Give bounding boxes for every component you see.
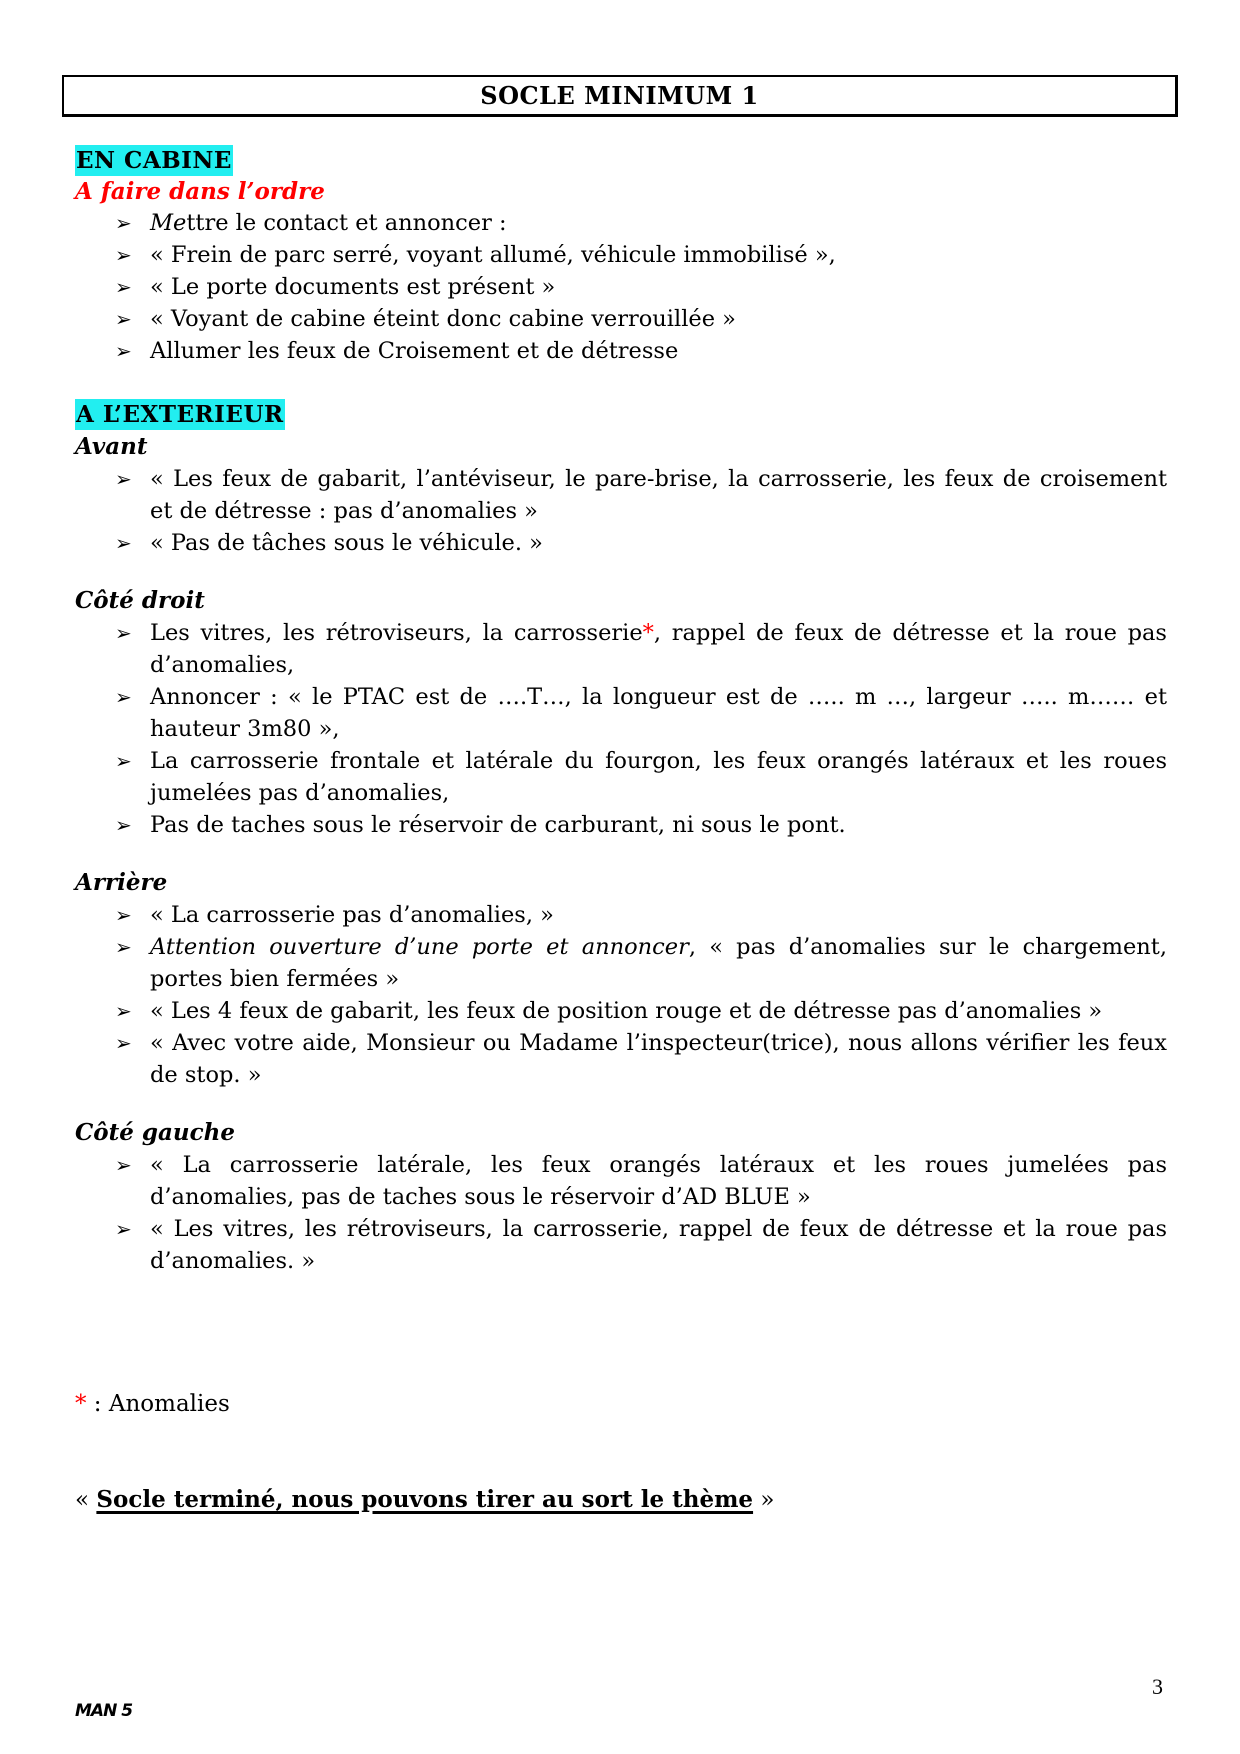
- footer-brand-logo: MAN 5: [75, 1701, 133, 1721]
- arrow-bullet-icon: ➢: [115, 1153, 132, 1177]
- arrow-bullet-icon: ➢: [115, 813, 132, 837]
- subheading-cote-droit: Côté droit: [75, 587, 205, 614]
- item-text: , « pas d’anomalies sur le chargement, portes bien fermées »: [150, 934, 1167, 992]
- arrow-bullet-icon: ➢: [115, 1217, 132, 1241]
- item-italic-prefix: Me: [150, 210, 187, 236]
- section-heading-exterieur: A L’EXTERIEUR: [76, 401, 284, 428]
- item-text-continued: , rappel de feux de détresse et la roue pas d’anomalies,: [150, 620, 1167, 678]
- avant-checklist: [75, 463, 1167, 559]
- arriere-checklist: [75, 899, 1167, 1091]
- list-item: [75, 271, 1167, 303]
- arrow-bullet-icon: ➢: [115, 243, 132, 267]
- list-item: [75, 1213, 1167, 1277]
- item-text: « Les feux de gabarit, l’antéviseur, le pare-brise, la carrosserie, les feux de croisement et de détresse : pas d’anomalies »: [150, 466, 1167, 524]
- page-number: 3: [1152, 1674, 1163, 1699]
- list-item: [75, 899, 1167, 931]
- close-quote: »: [753, 1487, 775, 1513]
- item-italic-instruction: Attention ouverture d’une porte et annoncer: [150, 934, 689, 960]
- item-text: « La carrosserie pas d’anomalies, »: [150, 902, 554, 928]
- section-en-cabine: [75, 145, 1167, 367]
- arrow-bullet-icon: ➢: [115, 531, 132, 555]
- item-text: « Les vitres, les rétroviseurs, la carrosserie, rappel de feux de détresse et la roue pas d’anomalies. »: [150, 1216, 1167, 1274]
- list-item: [75, 463, 1167, 527]
- list-item: [75, 527, 1167, 559]
- list-item: [75, 809, 1167, 841]
- item-text: « Les 4 feux de gabarit, les feux de position rouge et de détresse pas d’anomalies »: [150, 998, 1103, 1024]
- arrow-bullet-icon: ➢: [115, 935, 132, 959]
- arrow-bullet-icon: ➢: [115, 467, 132, 491]
- open-quote: «: [75, 1487, 97, 1513]
- cabine-checklist: [75, 207, 1167, 367]
- arrow-bullet-icon: ➢: [115, 339, 132, 363]
- anomaly-star-marker: *: [642, 620, 654, 646]
- item-text: « Voyant de cabine éteint donc cabine verrouillée »: [150, 306, 736, 332]
- item-text: Annoncer : « le PTAC est de ….T…, la longueur est de ….. m …, largeur ….. m…… et hauteur 3m80 »,: [150, 684, 1167, 742]
- list-item: [75, 1149, 1167, 1213]
- arrow-bullet-icon: ➢: [115, 749, 132, 773]
- cote-droit-checklist: [75, 617, 1167, 841]
- closing-text: Socle terminé, nous pouvons tirer au sort le thème: [96, 1486, 754, 1513]
- document-body: [75, 145, 1167, 1277]
- list-item: [75, 207, 1167, 239]
- item-text: Les vitres, les rétroviseurs, la carrosserie: [150, 620, 643, 646]
- item-text: « Frein de parc serré, voyant allumé, véhicule immobilisé »,: [150, 242, 836, 268]
- arrow-bullet-icon: ➢: [115, 685, 132, 709]
- arrow-bullet-icon: ➢: [115, 1031, 132, 1055]
- footnote-anomalies: [75, 1388, 230, 1420]
- anomaly-star-marker: *: [75, 1391, 87, 1417]
- arrow-bullet-icon: ➢: [115, 903, 132, 927]
- list-item: [75, 617, 1167, 681]
- item-text: « Le porte documents est présent »: [150, 274, 556, 300]
- page-title-box: [62, 75, 1178, 117]
- footnote-text: : Anomalies: [86, 1391, 230, 1417]
- item-text: ttre le contact et annoncer :: [186, 210, 507, 236]
- list-item: [75, 239, 1167, 271]
- arrow-bullet-icon: ➢: [115, 211, 132, 235]
- list-item: [75, 335, 1167, 367]
- closing-statement: [75, 1484, 774, 1516]
- subheading-arriere: Arrière: [75, 869, 168, 896]
- cote-gauche-checklist: [75, 1149, 1167, 1277]
- item-text: « La carrosserie latérale, les feux orangés latéraux et les roues jumelées pas d’anomalies, pas de taches sous le réservoir d’AD BLUE »: [150, 1152, 1167, 1210]
- subheading-cote-gauche: Côté gauche: [75, 1119, 235, 1146]
- subheading-avant: Avant: [75, 433, 148, 460]
- spacer: [75, 841, 1167, 867]
- list-item: [75, 995, 1167, 1027]
- list-item: [75, 303, 1167, 335]
- arrow-bullet-icon: ➢: [115, 307, 132, 331]
- arrow-bullet-icon: ➢: [115, 275, 132, 299]
- item-text: La carrosserie frontale et latérale du fourgon, les feux orangés latéraux et les roues jumelées pas d’anomalies,: [150, 748, 1167, 806]
- spacer: [75, 1091, 1167, 1117]
- arrow-bullet-icon: ➢: [115, 621, 132, 645]
- spacer: [75, 559, 1167, 585]
- item-text: « Avec votre aide, Monsieur ou Madame l’inspecteur(trice), nous allons vérifier les feux de stop. »: [150, 1030, 1167, 1088]
- section-heading-en-cabine: EN CABINE: [76, 147, 232, 174]
- arrow-bullet-icon: ➢: [115, 999, 132, 1023]
- page-title: SOCLE MINIMUM 1: [480, 81, 759, 110]
- spacer: [75, 367, 1167, 399]
- subheading-a-faire-dans-lordre: A faire dans l’ordre: [75, 178, 325, 205]
- list-item: [75, 931, 1167, 995]
- item-text: Allumer les feux de Croisement et de détresse: [150, 338, 679, 364]
- list-item: [75, 681, 1167, 745]
- item-text: « Pas de tâches sous le véhicule. »: [150, 530, 543, 556]
- item-text: Pas de taches sous le réservoir de carburant, ni sous le pont.: [150, 812, 846, 838]
- list-item: [75, 745, 1167, 809]
- list-item: [75, 1027, 1167, 1091]
- section-exterieur: [75, 399, 1167, 1277]
